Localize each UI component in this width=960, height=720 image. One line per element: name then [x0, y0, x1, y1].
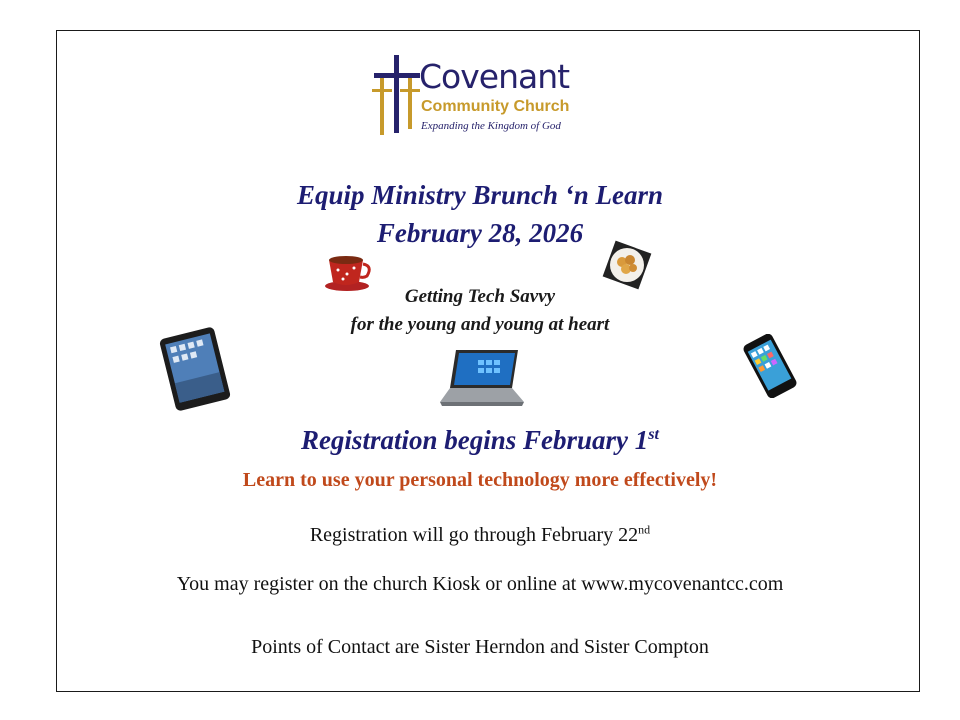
cross-logo-icon	[370, 55, 426, 137]
logo-tagline: Expanding the Kingdom of God	[421, 120, 561, 132]
contacts: Points of Contact are Sister Herndon and Sister Compton	[251, 636, 709, 658]
event-subtitle-line1: Getting Tech Savvy	[404, 286, 556, 307]
logo-subtitle: Community Church	[421, 98, 570, 115]
event-subtitle-line2: for the young and young at heart	[350, 314, 610, 335]
registration-tagline: Learn to use your personal technology more effectively!	[242, 469, 718, 491]
event-date: February 28, 2026	[376, 218, 584, 248]
registration-heading: Registration begins February 1st	[300, 425, 660, 455]
logo-name: Covenant	[419, 57, 570, 96]
event-title: Equip Ministry Brunch ‘n Learn	[296, 180, 664, 210]
registration-deadline: Registration will go through February 22nd	[309, 522, 651, 546]
smartphone-icon	[734, 334, 806, 398]
laptop-icon	[438, 348, 526, 408]
tablet-icon	[157, 326, 233, 412]
registration-instructions: You may register on the church Kiosk or online at www.mycovenantcc.com	[176, 573, 784, 595]
